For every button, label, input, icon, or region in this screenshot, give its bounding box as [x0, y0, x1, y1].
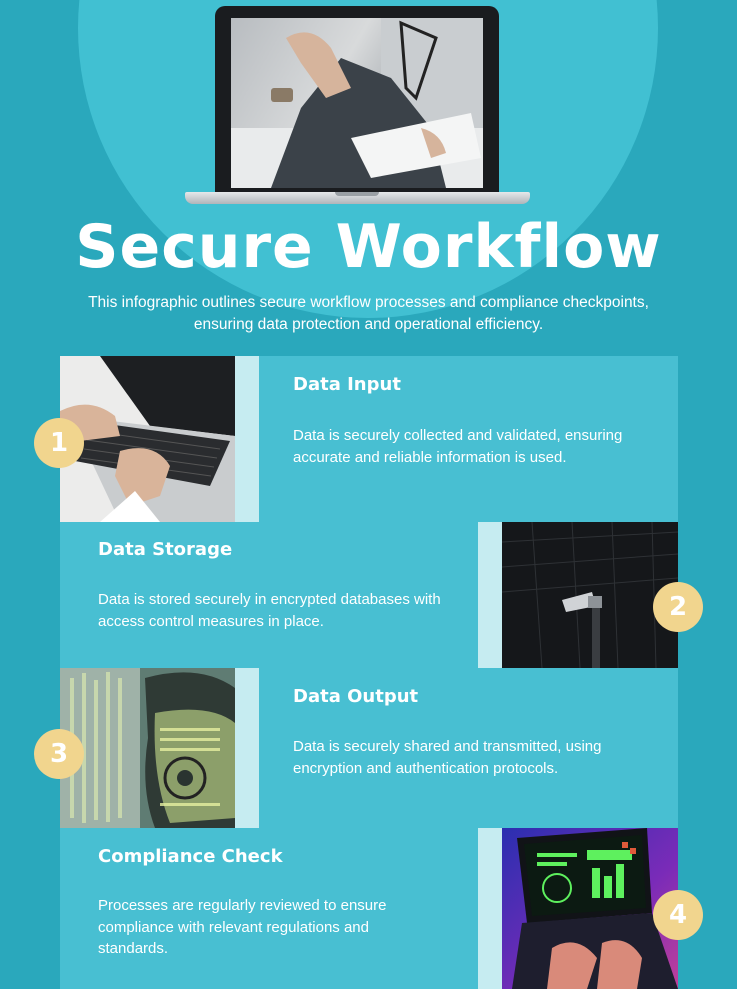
step-3-title: Data Output — [293, 686, 419, 707]
step-4-description: Processes are regularly reviewed to ensure compliance with relevant regulations and standards. — [98, 897, 387, 957]
step-1-description: Data is securely collected and validated, ensuring accurate and reliable information is used. — [293, 427, 623, 466]
hero-laptop-image — [185, 6, 530, 212]
step-3-photo-code-projection-face — [60, 668, 235, 828]
step-1-accent-strip — [235, 356, 259, 522]
step-3-description: Data is securely shared and transmitted, using encryption and authentication protocols. — [293, 738, 602, 777]
step-2-accent-strip — [478, 522, 502, 668]
step-2-number-badge: 2 — [653, 582, 703, 632]
step-4-accent-strip — [478, 828, 502, 989]
step-2-description: Data is stored securely in encrypted databases with access control measures in place. — [98, 591, 441, 630]
laptop-notch — [335, 192, 379, 196]
step-1-title: Data Input — [293, 374, 401, 395]
laptop-screen-photo — [231, 18, 483, 188]
laptop-lid — [215, 6, 499, 194]
step-4-number-badge: 4 — [653, 890, 703, 940]
step-4-title: Compliance Check — [98, 846, 283, 867]
page-title: Secure Workflow — [75, 212, 662, 282]
step-1-number-badge: 1 — [34, 418, 84, 468]
step-3-number-badge: 3 — [34, 729, 84, 779]
step-2-title: Data Storage — [98, 539, 233, 560]
page-subtitle: This infographic outlines secure workflow processes and compliance checkpoints, ensuring data protection and operational efficiency. — [88, 294, 649, 333]
step-4-photo-hacker-laptop — [502, 828, 678, 989]
step-1-photo-typing-laptop — [60, 356, 235, 522]
step-2-photo-security-camera — [502, 522, 678, 668]
step-3-accent-strip — [235, 668, 259, 828]
